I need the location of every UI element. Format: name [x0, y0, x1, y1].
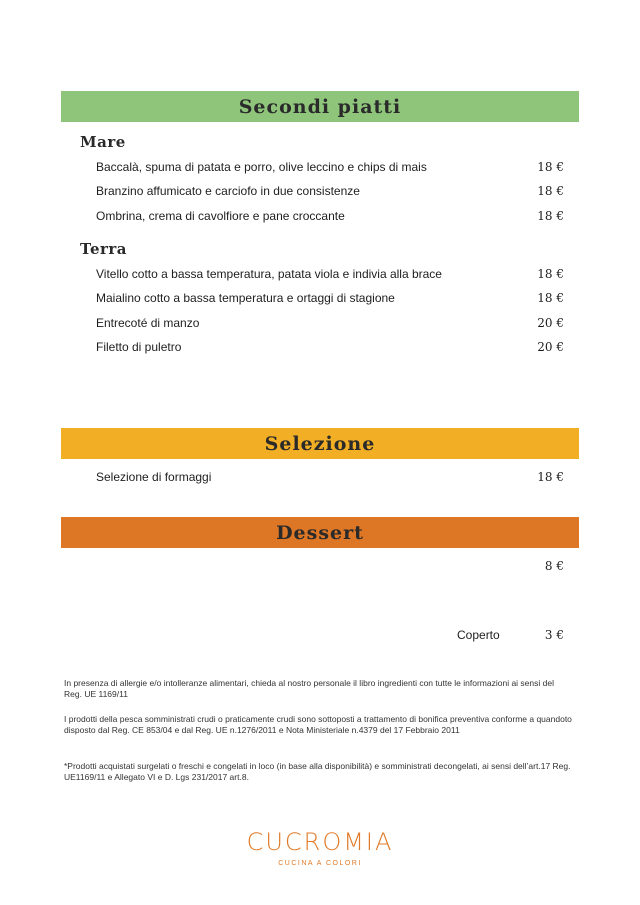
- menu-item: [96, 291, 564, 309]
- section-header-secondi: [61, 91, 579, 122]
- dish-price: 18 €: [537, 291, 564, 305]
- dish-price: 8 €: [544, 559, 564, 573]
- dish-price: 18 €: [537, 470, 564, 484]
- dish-name: Branzino affumicato e carciofo in due consistenze: [96, 184, 360, 198]
- dish-price: 18 €: [537, 160, 564, 174]
- dish-name: Entrecoté di manzo: [96, 316, 200, 330]
- section-title: Selezione: [264, 432, 376, 455]
- section-title: Dessert: [276, 521, 364, 544]
- note-frozen: *Prodotti acquistati surgelati o freschi e congelati in loco (in base alla disponibilità) e somministrati decongelati, ai sensi dell’art.17 Reg. UE1169/11 e Allegato VI e D. Lgs 231/2017 art.8.: [64, 761, 571, 782]
- menu-item: [96, 160, 564, 178]
- dish-name: Selezione di formaggi: [96, 470, 212, 484]
- menu-item: [96, 184, 564, 202]
- menu-item: [96, 340, 564, 358]
- coperto-label: Coperto: [457, 628, 500, 642]
- dish-price: 18 €: [537, 184, 564, 198]
- note-fish: I prodotti della pesca somministrati crudi o praticamente crudi sono sottoposti a trattamento di bonifica preventiva conforme a quandoto disposto dal Reg. CE 853/04 e dal Reg. UE n.1276/2011 e Nota Ministeriale n.4379 del 17 Febbraio 2011: [64, 714, 572, 735]
- note-allergies: In presenza di allergie e/o intolleranze alimentari, chieda al nostro personale il libro ingredienti con tutte le informazioni ai sensi del Reg. UE 1169/11: [64, 678, 554, 699]
- dish-price: 18 €: [537, 267, 564, 281]
- section-header-dessert: [61, 517, 579, 548]
- section-title: Secondi piatti: [238, 95, 402, 118]
- dish-name: Vitello cotto a bassa temperatura, patata viola e indivia alla brace: [96, 267, 442, 281]
- brand-tagline: CUCINA A COLORI: [278, 860, 362, 867]
- dish-name: Filetto di puletro: [96, 340, 182, 354]
- subsection-title-terra: Terra: [80, 240, 128, 258]
- menu-item: [96, 470, 564, 488]
- dish-name: Maialino cotto a bassa temperatura e ortaggi di stagione: [96, 291, 395, 305]
- brand-logo: CUCROMIA: [246, 828, 394, 856]
- dish-price: 20 €: [537, 340, 564, 354]
- menu-item: [96, 559, 564, 577]
- subsection-title-mare: Mare: [80, 133, 126, 151]
- coperto-price: 3 €: [544, 628, 564, 642]
- dish-price: 18 €: [537, 209, 564, 223]
- menu-item: [96, 316, 564, 334]
- dish-name: Ombrina, crema di cavolfiore e pane croccante: [96, 209, 345, 223]
- menu-item: [96, 209, 564, 227]
- dish-name: Baccalà, spuma di patata e porro, olive leccino e chips di mais: [96, 160, 427, 174]
- menu-item: [96, 267, 564, 285]
- dish-price: 20 €: [537, 316, 564, 330]
- section-header-selezione: [61, 428, 579, 459]
